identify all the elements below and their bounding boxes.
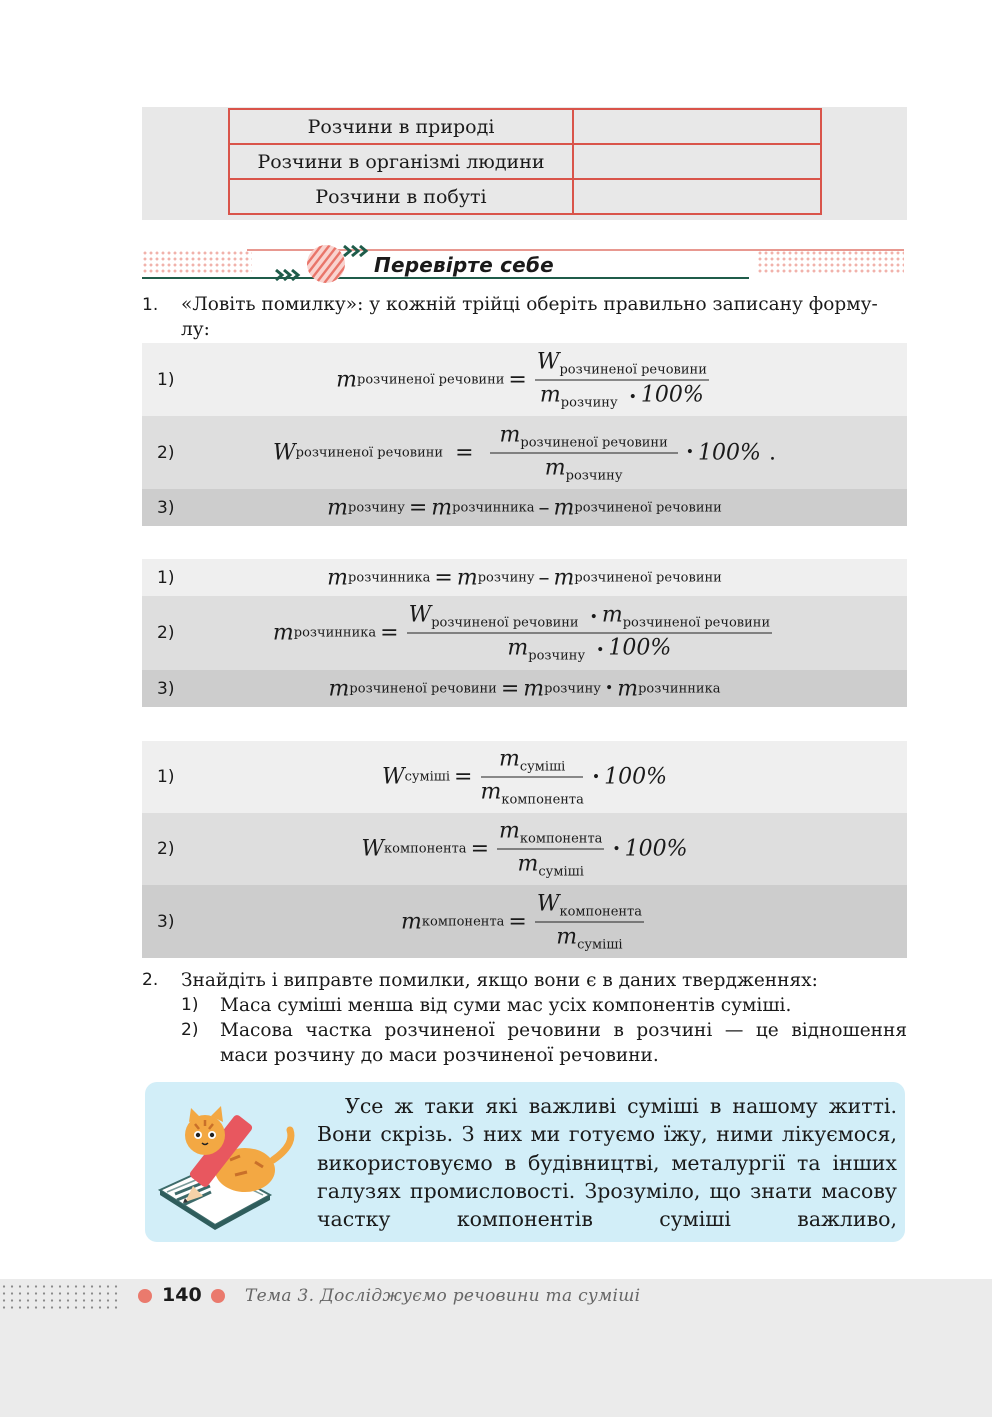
table-cell-answer[interactable] [573,144,821,179]
item-number: 1) [181,995,199,1015]
symbol: m [328,676,350,701]
symbol: m [272,620,294,646]
bullet-icon [211,1289,225,1303]
symbol: m [401,909,422,934]
option-number: 1) [157,767,175,787]
operator: = [455,440,474,465]
subscript: розчину [348,500,405,515]
question-text-cont: лу: [181,319,210,340]
bullet-icon [138,1289,152,1303]
operator: = [454,764,473,790]
table-cell-label: Розчини в організмі людини [229,144,573,179]
symbol: m [601,602,623,628]
operator: = [470,836,489,862]
fraction [490,422,678,483]
operator: = [500,676,520,701]
percent: 100% [640,382,704,407]
subscript: суміші [519,759,566,775]
formula-option[interactable] [142,885,907,958]
info-box [145,1082,905,1242]
option-number: 1) [157,567,175,588]
operator: • [596,642,605,659]
operator: = [508,909,527,934]
symbol: m [327,565,349,590]
subscript: розчиненої речовини [349,681,497,696]
fraction [497,819,604,880]
item-text: Маса суміші менша від суми мас усіх компонентів суміші. [220,995,792,1016]
header-line-bottom [142,277,749,279]
operator: • [604,680,614,697]
question-number: 1. [142,295,159,315]
period: . [768,440,776,465]
formula-group-2 [142,559,907,707]
hatched-circle-icon [302,242,372,284]
symbol: m [523,676,545,701]
formula-option[interactable] [142,813,907,885]
table-row [229,144,821,179]
operator: = [408,495,428,520]
operator: – [538,495,550,520]
formula-option[interactable] [142,416,907,489]
subscript: розчинника [452,500,535,515]
formula [327,565,722,590]
question-text: «Ловіть помилку»: у кожній трійці оберіть правильно записану форму- [181,294,878,315]
symbol: W [361,836,385,862]
formula-option[interactable] [142,559,907,596]
operator: • [612,841,621,857]
symbol: W [381,764,405,790]
table-cell-answer[interactable] [573,109,821,144]
subscript: розчину [477,570,535,585]
formula [327,495,722,520]
subscript: розчиненої речовини [574,500,722,515]
symbol: W [408,602,432,628]
symbol: m [327,495,349,520]
subscript: компонента [384,841,467,857]
operator: • [685,444,695,461]
option-number: 3) [157,911,175,932]
subscript: розчину [544,681,601,696]
option-number: 3) [157,678,175,699]
formula-option[interactable] [142,343,907,416]
symbol: m [431,495,453,520]
subscript: розчину [560,395,618,410]
formula [336,349,713,410]
table-cell-label: Розчини в природі [229,109,573,144]
option-number: 3) [157,497,175,518]
fraction [535,349,709,410]
symbol: m [539,382,561,407]
subscript: розчину [565,468,623,483]
subscript: суміші [404,769,451,785]
formula [329,676,721,701]
dots-decoration [757,250,904,274]
formula [401,891,648,952]
subscript: компонента [519,831,603,847]
percent: 100% [624,836,688,862]
subscript: розчинника [348,570,431,585]
formula [382,747,667,808]
formula [361,819,687,880]
info-text: Усе ж таки які важливі суміші в нашому житті. Вони скрізь. З них ми готуємо їжу, ними лікуємося, використовуємо в будівництві, металургії та інших галузях промисловості. Зрозуміло, що знати масову частку компонентів суміші важливо, [317,1094,897,1232]
formula-group-1 [142,343,907,526]
subscript: розчиненої речовини [520,435,668,450]
question-number: 2. [142,970,159,990]
symbol: m [480,779,502,805]
formula-group-3 [142,741,907,958]
solutions-table [228,108,822,215]
symbol: W [273,440,296,465]
symbol: m [499,746,520,772]
topic-title: Тема 3. Досліджуємо речовини та суміші [245,1286,641,1306]
item-text: Масова частка розчиненої речовини в розчині — це відношення маси розчину до маси розчиненої речовини. [220,1020,907,1066]
subscript: суміші [538,864,584,880]
symbol: m [544,455,566,480]
symbol: W [536,349,560,374]
table-row [229,109,821,144]
symbol: m [517,851,539,877]
list-item [142,1018,907,1068]
operator: • [589,609,598,626]
page-footer [0,1279,992,1417]
percent: 100% [698,440,761,465]
section-title: Перевірте себе [374,253,554,277]
question-1 [142,292,907,340]
symbol: m [507,635,529,661]
symbol: W [536,891,560,916]
subscript: компонента [501,792,584,808]
page-number: 140 [162,1284,202,1306]
percent: 100% [604,764,668,790]
section-header [142,238,904,286]
subscript: компонента [559,904,642,919]
fraction [407,603,773,664]
symbol: m [499,422,521,447]
option-number: 1) [157,369,175,390]
operator: – [538,565,550,590]
symbol: m [456,565,478,590]
option-number: 2) [157,839,175,859]
fraction [535,891,644,952]
subscript: розчиненої речовини [559,362,707,377]
table-cell-answer[interactable] [573,179,821,214]
symbol: m [553,495,575,520]
operator: • [628,389,637,405]
formula [273,603,776,664]
option-number: 2) [157,442,175,463]
symbol: m [553,565,575,590]
formula-option[interactable] [142,596,907,670]
formula-option[interactable] [142,489,907,526]
formula [273,422,776,483]
symbol: m [499,818,520,844]
formula-option[interactable] [142,670,907,707]
subscript: розчинника [293,625,377,641]
operator: • [591,769,601,785]
subscript: компонента [421,914,505,929]
formula-option[interactable] [142,741,907,813]
symbol: m [617,676,639,701]
list-item [142,993,907,1018]
table-cell-label: Розчини в побуті [229,179,573,214]
dots-decoration [142,250,252,274]
dots-decoration [0,1283,120,1309]
subscript: суміші [577,937,623,952]
subscript: розчиненої речовини [295,445,444,460]
operator: = [380,620,399,646]
chevrons-icon [274,268,306,286]
subscript: розчиненої речовини [431,615,579,631]
subscript: розчинника [638,681,721,696]
operator: = [508,367,527,392]
symbol: m [556,924,578,949]
subscript: розчиненої речовини [622,615,771,631]
item-number: 2) [181,1020,199,1040]
question-2 [142,968,907,1068]
cat-with-pencil-illustration [155,1090,305,1230]
operator: = [434,565,453,590]
percent: 100% [608,635,672,661]
symbol: m [336,367,358,392]
table-row [229,179,821,214]
question-text: Знайдіть і виправте помилки, якщо вони є в даних твердженнях: [181,970,818,991]
table-block [142,107,907,220]
fraction [480,747,583,808]
subscript: розчину [528,648,586,664]
subscript: розчиненої речовини [357,372,505,387]
option-number: 2) [157,623,175,643]
subscript: розчиненої речовини [574,570,722,585]
